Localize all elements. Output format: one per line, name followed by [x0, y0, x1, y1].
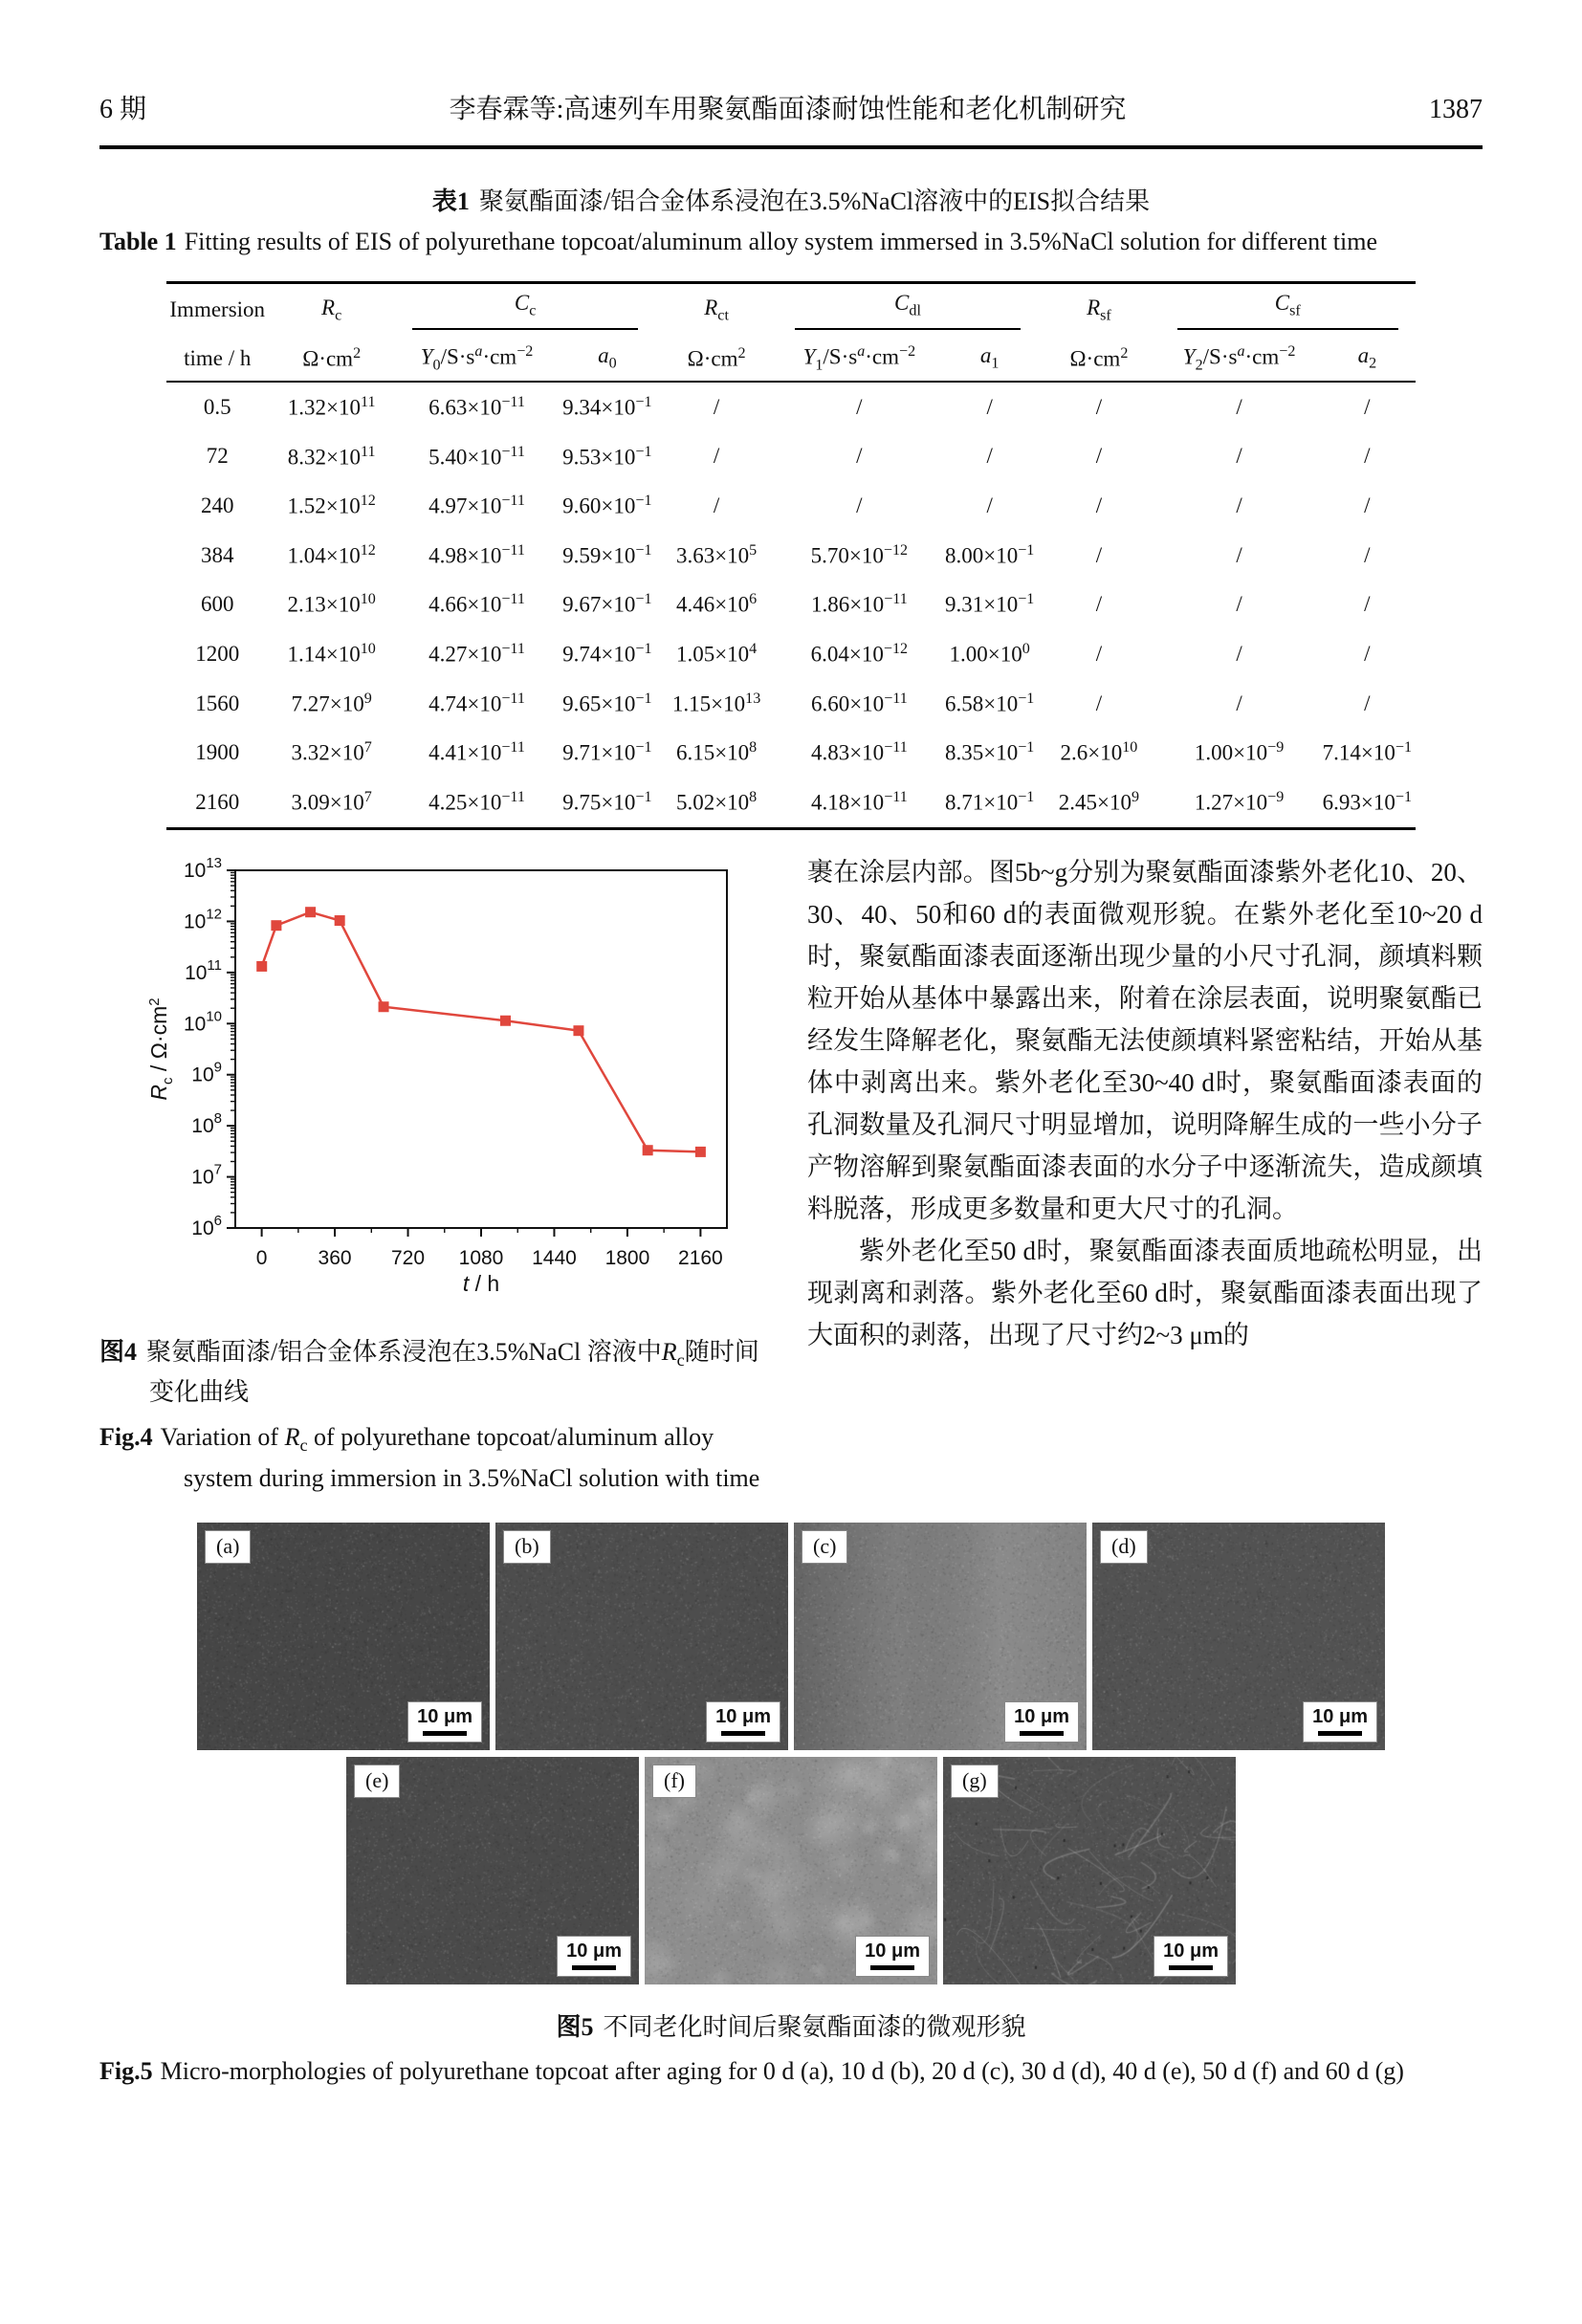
sem-scale-label: 10 μm — [566, 1940, 622, 1962]
table-cell: $8.35\times 10^{-1}$ — [944, 739, 1035, 766]
page — [0, 88, 1582, 2091]
figure5-caption-en — [99, 2052, 1483, 2091]
table-cell: $9.71\times 10^{-1}$ — [562, 739, 652, 766]
table-cell: 240 — [200, 493, 234, 517]
col-rsf-symbol: $R_{sf}$ — [1087, 296, 1111, 324]
table-cell: $6.04\times 10^{-12}$ — [810, 641, 909, 667]
col-y2: $Y_2/S\cdot s^a\cdot cm^{-2}$ — [1182, 342, 1296, 373]
table-cell: $9.34\times 10^{-1}$ — [562, 393, 652, 420]
rc-chart-svg — [134, 857, 746, 1305]
table-cell: $7.27\times 10^9$ — [291, 690, 372, 716]
sem-scale-box — [1004, 1701, 1079, 1743]
svg-text:107: $10^7$ — [191, 1161, 222, 1189]
table-cell: / — [1236, 493, 1242, 517]
figure4-caption-en — [99, 1418, 780, 1498]
figure4-caption-en-text: Variation of $R_c$ of polyurethane topcoat/aluminum alloy system during immersion in 3.5%NaCl solution with time — [160, 1423, 760, 1492]
table-cell: / — [713, 493, 720, 517]
table-cell: $2.6\times 10^{10}$ — [1060, 739, 1138, 766]
sem-scale-label: 10 μm — [1312, 1705, 1368, 1727]
col-rsf-unit: $\Omega\cdot cm^2$ — [1069, 344, 1129, 371]
table-cell: / — [856, 394, 863, 419]
table-cell: / — [1095, 641, 1103, 666]
table-cell: $8.32\times 10^{11}$ — [287, 443, 376, 470]
table-cell: $2.45\times 10^9$ — [1058, 789, 1140, 815]
table-cell: / — [1095, 691, 1103, 715]
table-cell: $9.31\times 10^{-1}$ — [944, 591, 1035, 618]
table-cell: $1.00\times 10^{-9}$ — [1194, 739, 1285, 766]
sem-scale-label: 10 μm — [1014, 1705, 1069, 1727]
sem-scale-bar — [423, 1731, 467, 1736]
table-cell: 1900 — [195, 740, 240, 765]
sem-scale-bar — [572, 1965, 616, 1970]
table-cell: $2.13\times 10^{10}$ — [287, 591, 376, 618]
table-cell: $9.74\times 10^{-1}$ — [562, 641, 652, 667]
body-paragraph: 紫外老化至50 d时，聚氨酯面漆表面质地疏松明显，出现剥离和剥落。紫外老化至60 d时，聚氨酯面漆表面出现了大面积的剥落，出现了尺寸约2~3 μm的 — [807, 1236, 1483, 1349]
sem-panel-label: (c) — [802, 1530, 847, 1564]
table-cell: 600 — [200, 592, 234, 617]
eis-table-body — [166, 382, 1416, 828]
table-cell: / — [1364, 641, 1371, 666]
table-row — [166, 531, 1416, 581]
col-group-cdl — [778, 283, 1039, 337]
sem-row-2 — [99, 1757, 1483, 1984]
table-cell: $7.14\times 10^{-1}$ — [1322, 739, 1413, 766]
two-column-zone — [99, 851, 1483, 1498]
table-cell: $5.40\times 10^{-11}$ — [428, 443, 525, 470]
figure5-caption-zh-label: 图5 — [556, 2012, 594, 2041]
table-cell: / — [1236, 444, 1242, 469]
table1-caption-en — [99, 223, 1483, 260]
table-cell: $9.53\times 10^{-1}$ — [562, 443, 652, 470]
table-cell: $9.75\times 10^{-1}$ — [562, 789, 652, 815]
svg-text:108: $10^8$ — [191, 1109, 222, 1137]
table-cell: $1.14\times 10^{10}$ — [287, 641, 376, 667]
table-cell: / — [1095, 394, 1103, 419]
table-cell: / — [986, 493, 993, 517]
cc-symbol: $C_c$ — [412, 291, 639, 330]
table-cell: / — [1364, 691, 1371, 715]
table-cell: $4.97\times 10^{-11}$ — [428, 493, 525, 518]
table-cell: / — [1236, 691, 1242, 715]
table-cell: $1.00\times 10^0$ — [949, 641, 1030, 667]
col-group-cc — [395, 283, 656, 337]
sem-panel — [495, 1523, 788, 1750]
sem-scale-label: 10 μm — [865, 1940, 920, 1962]
body-text-column — [780, 851, 1483, 1498]
col-y0: $Y_0/S\cdot s^a\cdot cm^{-2}$ — [420, 342, 534, 373]
figure5-caption-zh — [99, 2007, 1483, 2043]
table-row — [166, 629, 1416, 679]
sem-scale-bar — [1020, 1731, 1064, 1736]
svg-text:1011: $10^{11}$ — [185, 956, 222, 984]
table-cell: / — [1095, 592, 1103, 617]
csf-symbol: $C_{sf}$ — [1177, 291, 1398, 330]
table-cell: $1.15\times 10^{13}$ — [671, 690, 761, 716]
figure5-grid — [99, 1523, 1483, 1984]
table-cell: / — [1236, 542, 1242, 567]
table-cell: $5.70\times 10^{-12}$ — [810, 541, 909, 568]
figure5-caption-zh-text: 不同老化时间后聚氨酯面漆的微观形貌 — [603, 2012, 1026, 2041]
col-a0: $a_0$ — [598, 343, 617, 373]
table-cell: / — [1095, 493, 1103, 517]
table-cell: $4.18\times 10^{-11}$ — [810, 789, 908, 815]
svg-text:t / h: t / h — [462, 1270, 500, 1296]
table-cell: / — [1095, 444, 1103, 469]
figure5-caption-en-label: Fig.5 — [99, 2056, 153, 2085]
table-cell: / — [1236, 394, 1242, 419]
table-cell: $6.93\times 10^{-1}$ — [1322, 789, 1413, 815]
sem-panel — [794, 1523, 1087, 1750]
table-cell: $8.71\times 10^{-1}$ — [944, 789, 1035, 815]
issue-label: 6 期 — [99, 95, 147, 124]
table-cell: / — [1364, 592, 1371, 617]
table-row — [166, 778, 1416, 828]
svg-text:0: 0 — [255, 1246, 268, 1269]
table-cell: $1.27\times 10^{-9}$ — [1194, 789, 1285, 815]
sem-scale-label: 10 μm — [1163, 1940, 1219, 1962]
table-cell: $9.59\times 10^{-1}$ — [562, 541, 652, 568]
figure4-caption-zh — [99, 1333, 780, 1411]
svg-text:106: $10^6$ — [191, 1212, 222, 1239]
sem-panel-label: (b) — [503, 1530, 551, 1564]
table-cell: $3.09\times 10^7$ — [291, 789, 372, 815]
figure4-caption-zh-label: 图4 — [99, 1337, 138, 1366]
sem-scale-box — [407, 1701, 482, 1743]
sem-panel — [197, 1523, 490, 1750]
figure4-column — [99, 851, 780, 1498]
table-row — [166, 679, 1416, 729]
svg-text:Rc / Ω·cm2: $R_c / \Omega\cdot cm^2$ — [146, 998, 176, 1101]
table-cell: $6.60\times 10^{-11}$ — [810, 690, 908, 716]
table-row — [166, 432, 1416, 482]
table-cell: $4.98\times 10^{-11}$ — [428, 541, 525, 568]
table-cell: $6.58\times 10^{-1}$ — [944, 690, 1035, 716]
table-cell: $9.65\times 10^{-1}$ — [562, 690, 652, 716]
running-title: 李春霖等:高速列车用聚氨酯面漆耐蚀性能和老化机制研究 — [449, 95, 1127, 124]
table-cell: $1.05\times 10^4$ — [675, 641, 758, 667]
table-cell: $1.32\times 10^{11}$ — [287, 393, 376, 420]
col-a1: $a_1$ — [979, 343, 1000, 373]
sem-scale-bar — [870, 1965, 914, 1970]
sem-panel-label: (d) — [1100, 1530, 1148, 1564]
page-header — [99, 88, 1483, 126]
sem-panel — [645, 1757, 937, 1984]
col-rc-unit: $\Omega\cdot cm^2$ — [302, 344, 362, 371]
table-cell: / — [1364, 542, 1371, 567]
table-cell: / — [986, 394, 993, 419]
table-cell: $9.67\times 10^{-1}$ — [562, 591, 652, 618]
eis-table — [166, 281, 1416, 830]
svg-text:1012: $10^{12}$ — [183, 906, 222, 933]
table-cell: $4.46\times 10^6$ — [675, 591, 758, 618]
table-cell: / — [986, 444, 993, 469]
table-row — [166, 580, 1416, 629]
sem-scale-box — [1303, 1701, 1377, 1743]
svg-text:1010: $10^{10}$ — [183, 1008, 222, 1036]
table-cell: $3.32\times 10^7$ — [291, 739, 372, 766]
figure5-caption-en-text: Micro-morphologies of polyurethane topcoat after aging for 0 d (a), 10 d (b), 20 d (c), 30 d (d), 40 d (e), 50 d (f) and 60 d (g) — [160, 2056, 1404, 2085]
sem-scale-box — [557, 1936, 631, 1977]
col-y1: $Y_1/S\cdot s^a\cdot cm^{-2}$ — [802, 342, 916, 373]
table-cell: 1200 — [195, 641, 240, 666]
sem-panel-label: (e) — [354, 1765, 400, 1798]
table-cell: $6.63\times 10^{-11}$ — [428, 393, 525, 420]
eis-table-head — [166, 283, 1416, 382]
col-rct-unit: $\Omega\cdot cm^2$ — [687, 344, 746, 371]
svg-text:109: $10^9$ — [191, 1059, 222, 1086]
sem-panel-label: (g) — [951, 1765, 999, 1798]
table-cell: $4.41\times 10^{-11}$ — [428, 739, 525, 766]
table1-caption-zh-text: 聚氨酯面漆/铝合金体系浸泡在3.5%NaCl溶液中的EIS拟合结果 — [478, 187, 1151, 215]
table-cell: $4.25\times 10^{-11}$ — [428, 789, 525, 815]
col-immersion: Immersion — [169, 297, 266, 322]
table-row — [166, 382, 1416, 432]
figure4-caption-en-label: Fig.4 — [99, 1423, 153, 1452]
col-group-csf — [1160, 283, 1416, 337]
table-cell: / — [1364, 493, 1371, 517]
svg-text:1080: 1080 — [458, 1246, 504, 1269]
table-cell: / — [1364, 394, 1371, 419]
table1-caption-en-text: Fitting results of EIS of polyurethane topcoat/aluminum alloy system immersed in 3.5%NaCl solution for different time — [184, 228, 1378, 255]
table-cell: $4.66\times 10^{-11}$ — [428, 591, 525, 618]
sem-scale-box — [1154, 1936, 1228, 1977]
sem-scale-box — [855, 1936, 930, 1977]
table-cell: $5.02\times 10^8$ — [675, 789, 758, 815]
body-paragraph: 裹在涂层内部。图5b~g分别为聚氨酯面漆紫外老化10、20、30、40、50和60 d的表面微观形貌。在紫外老化至10~20 d时，聚氨酯面漆表面逐渐出现少量的小尺寸孔洞，颜填料颗粒开始从基体中暴露出来，附着在涂层表面，说明聚氨酯已经发生降解老化，聚氨酯无法使颜填料紧密粘结，开始从基体中剥离出来。紫外老化至30~40 d时，聚氨酯面漆表面的孔洞数量及孔洞尺寸明显增加，说明降解生成的一些小分子产物溶解到聚氨酯面漆表面的水分子中逐渐流失，造成颜填料脱落，形成更多数量和更大尺寸的孔洞。 — [807, 857, 1483, 1223]
sem-scale-bar — [721, 1731, 765, 1736]
sem-panel-label: (a) — [205, 1530, 251, 1564]
table-cell: / — [1236, 641, 1242, 666]
table-cell: $1.86\times 10^{-11}$ — [810, 591, 908, 618]
table-cell: $6.15\times 10^8$ — [675, 739, 758, 766]
table-cell: / — [856, 493, 863, 517]
table-cell: $1.52\times 10^{12}$ — [287, 493, 376, 518]
sem-row-1 — [99, 1523, 1483, 1750]
svg-text:2160: 2160 — [678, 1246, 723, 1269]
table1-caption-zh-label: 表1 — [431, 187, 470, 215]
figure4-caption-zh-text: 聚氨酯面漆/铝合金体系浸泡在3.5%NaCl 溶液中$R_c$随时间变化曲线 — [146, 1337, 759, 1407]
table-cell: $8.00\times 10^{-1}$ — [944, 541, 1035, 568]
col-a2: $a_2$ — [1357, 343, 1377, 373]
page-number: 1387 — [1429, 95, 1483, 124]
col-rct-symbol: $R_{ct}$ — [704, 296, 729, 324]
table-cell: / — [1095, 542, 1103, 567]
sem-panel — [943, 1757, 1236, 1984]
table-cell: / — [1364, 444, 1371, 469]
sem-panel — [1092, 1523, 1385, 1750]
sem-panel-label: (f) — [652, 1765, 696, 1798]
svg-text:1440: 1440 — [532, 1246, 577, 1269]
table-cell: / — [713, 394, 720, 419]
svg-text:360: 360 — [318, 1246, 352, 1269]
sem-scale-box — [706, 1701, 780, 1743]
col-immersion-unit: time / h — [184, 345, 252, 370]
table-cell: $4.27\times 10^{-11}$ — [428, 641, 525, 667]
table-row — [166, 728, 1416, 778]
table-cell: $3.63\times 10^5$ — [675, 541, 758, 568]
table-row — [166, 481, 1416, 531]
sem-scale-label: 10 μm — [417, 1705, 472, 1727]
table-cell: 2160 — [195, 789, 240, 814]
table-cell: $1.04\times 10^{12}$ — [287, 541, 376, 568]
svg-text:720: 720 — [391, 1246, 426, 1269]
header-rule — [99, 145, 1483, 149]
col-rc-symbol: $R_c$ — [321, 296, 342, 324]
table-cell: $4.74\times 10^{-11}$ — [428, 690, 525, 716]
sem-scale-bar — [1169, 1965, 1213, 1970]
svg-text:1800: 1800 — [604, 1246, 650, 1269]
sem-scale-bar — [1318, 1731, 1362, 1736]
table-cell: $9.60\times 10^{-1}$ — [562, 493, 652, 518]
svg-text:1013: $10^{13}$ — [183, 856, 222, 882]
table-cell: / — [713, 444, 720, 469]
table1-caption-en-label: Table 1 — [99, 228, 177, 255]
sem-panel — [346, 1757, 639, 1984]
table-cell: 0.5 — [203, 394, 231, 419]
sem-scale-label: 10 μm — [715, 1705, 771, 1727]
table-cell: 1560 — [195, 691, 240, 715]
table1-caption-zh — [99, 182, 1483, 217]
table-cell: / — [856, 444, 863, 469]
table-cell: / — [1236, 592, 1242, 617]
table-cell: 384 — [200, 542, 234, 567]
cdl-symbol: $C_{dl}$ — [795, 291, 1022, 330]
table-cell: $4.83\times 10^{-11}$ — [810, 739, 908, 766]
table-cell: 72 — [206, 444, 229, 469]
